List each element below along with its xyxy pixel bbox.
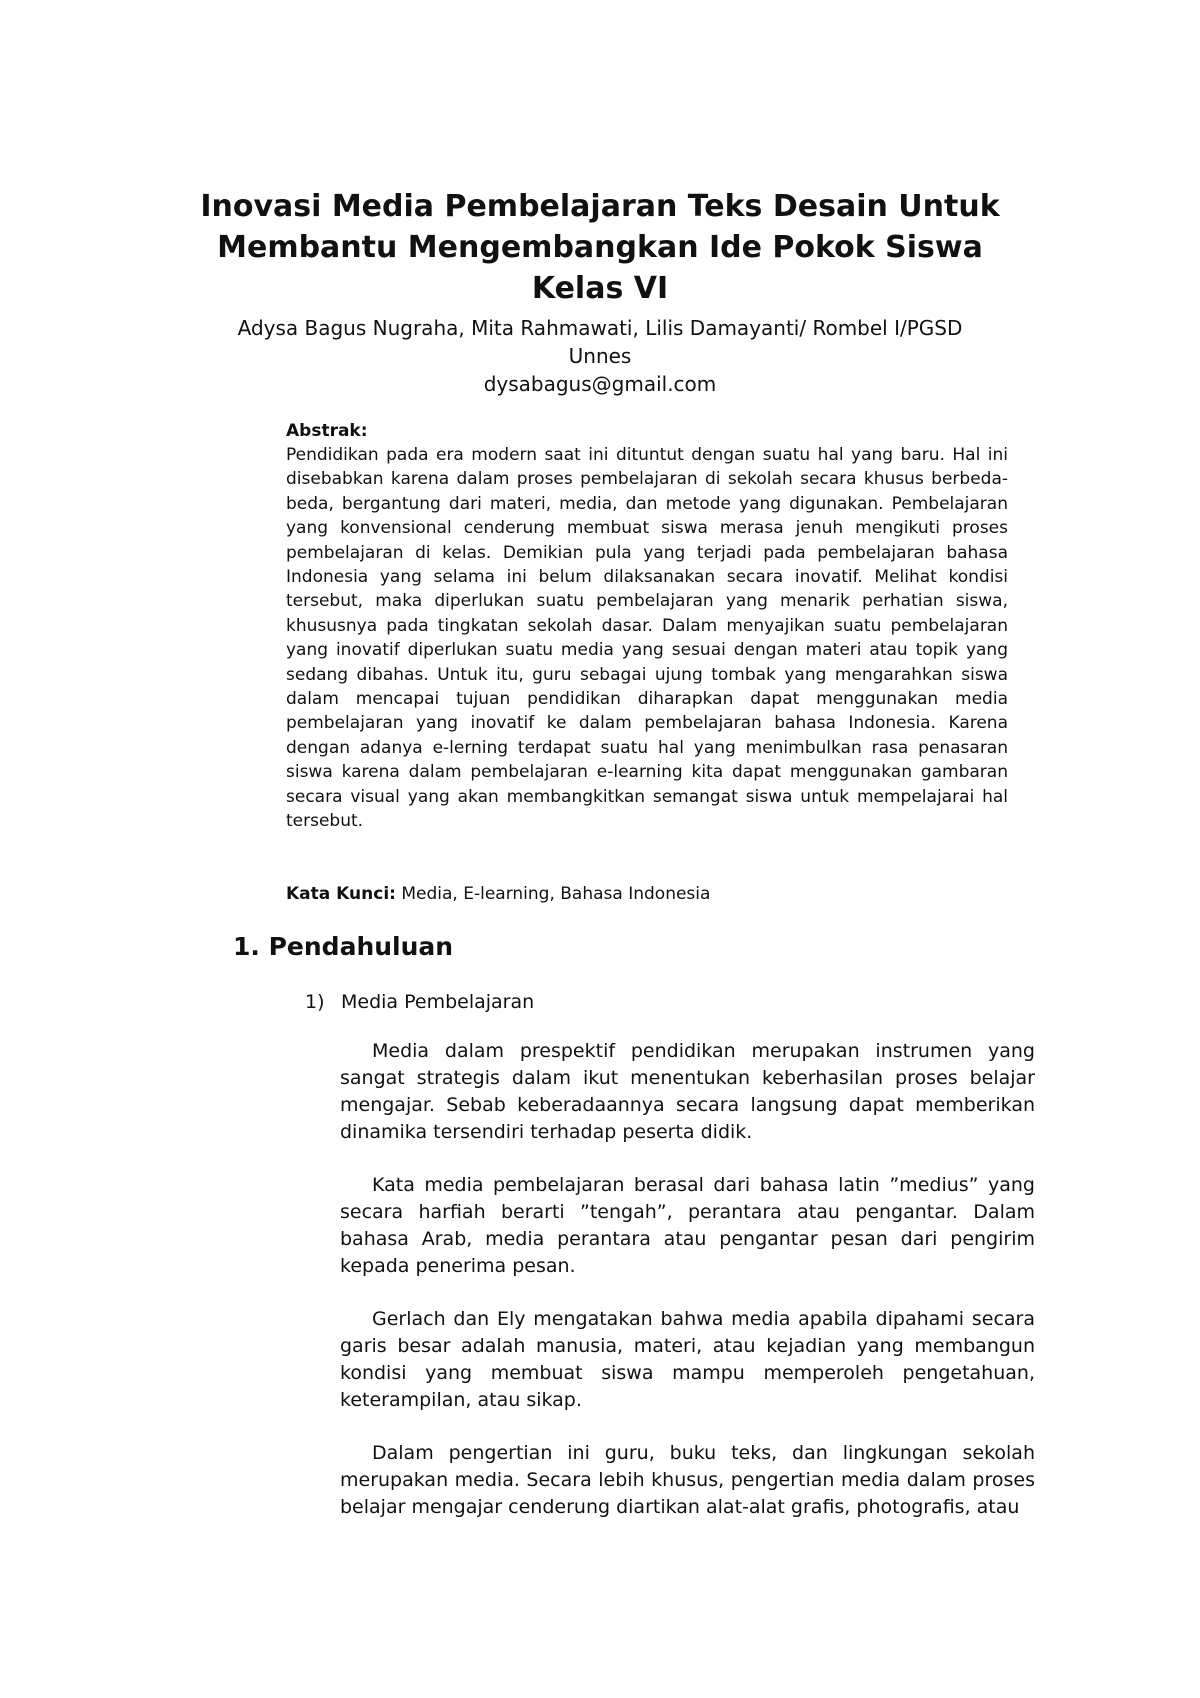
author-names: Adysa Bagus Nugraha, Mita Rahmawati, Lilis Damayanti/ Rombel I/PGSD Unnes <box>237 316 963 368</box>
author-email: dysabagus@gmail.com <box>483 372 717 396</box>
abstract-label: Abstrak: <box>286 421 368 441</box>
paper-title: Inovasi Media Pembelajaran Teks Desain Untuk Membantu Mengembangkan Ide Pokok Siswa Kelas VI <box>200 189 1000 306</box>
subsection-heading <box>305 989 534 1015</box>
keywords-label: Kata Kunci: <box>286 884 396 904</box>
subsection-number: 1) <box>305 991 325 1013</box>
body-text <box>340 1038 1035 1547</box>
keywords-value: Media, E-learning, Bahasa Indonesia <box>401 884 711 904</box>
keywords-line <box>286 882 1008 906</box>
section-heading: 1. Pendahuluan <box>233 932 454 961</box>
subsection-title: Media Pembelajaran <box>341 991 535 1013</box>
body-paragraph: Dalam pengertian ini guru, buku teks, dan lingkungan sekolah merupakan media. Secara lebih khusus, pengertian media dalam proses belajar mengajar cenderung diartikan alat-alat grafis, photografis, atau <box>340 1442 1035 1518</box>
body-paragraph: Media dalam prespektif pendidikan merupakan instrumen yang sangat strategis dalam ikut menentukan keberhasilan proses belajar mengajar. Sebab keberadaannya secara langsung dapat memberikan dinamika tersendiri terhadap peserta didik. <box>340 1040 1035 1143</box>
body-paragraph: Kata media pembelajaran berasal dari bahasa latin ”medius” yang secara harfiah berarti ”tengah”, perantara atau pengantar. Dalam bahasa Arab, media perantara atau pengantar pesan dari pengirim kepada penerima pesan. <box>340 1174 1035 1277</box>
abstract-section <box>286 419 1008 834</box>
body-paragraph: Gerlach dan Ely mengatakan bahwa media apabila dipahami secara garis besar adalah manusia, materi, atau kejadian yang membangun kondisi yang membuat siswa mampu memperoleh pengetahuan, keterampilan, atau sikap. <box>340 1308 1035 1411</box>
abstract-text: Pendidikan pada era modern saat ini dituntut dengan suatu hal yang baru. Hal ini disebabkan karena dalam proses pembelajaran di sekolah secara khusus berbeda-beda, bergantung dari materi, media, dan metode yang digunakan. Pembelajaran yang konvensional cenderung membuat siswa merasa jenuh mengikuti proses pembelajaran di kelas. Demikian pula yang terjadi pada pembelajaran bahasa Indonesia yang selama ini belum dilaksanakan secara inovatif. Melihat kondisi tersebut, maka diperlukan suatu pembelajaran yang menarik perhatian siswa, khususnya pada tingkatan sekolah dasar. Dalam menyajikan suatu pembelajaran yang inovatif diperlukan suatu media yang sesuai dengan materi atau topik yang sedang dibahas. Untuk itu, guru sebagai ujung tombak yang mengarahkan siswa dalam mencapai tujuan pendidikan diharapkan dapat menggunakan media pembelajaran yang inovatif ke dalam pembelajaran bahasa Indonesia. Karena dengan adanya e-lerning terdapat suatu hal yang menimbulkan rasa penasaran siswa karena dalam pembelajaran e-learning kita dapat menggunakan gambaran secara visual yang akan membangkitkan semangat siswa untuk mempelajarai hal tersebut. <box>286 445 1008 832</box>
author-block <box>215 314 985 398</box>
